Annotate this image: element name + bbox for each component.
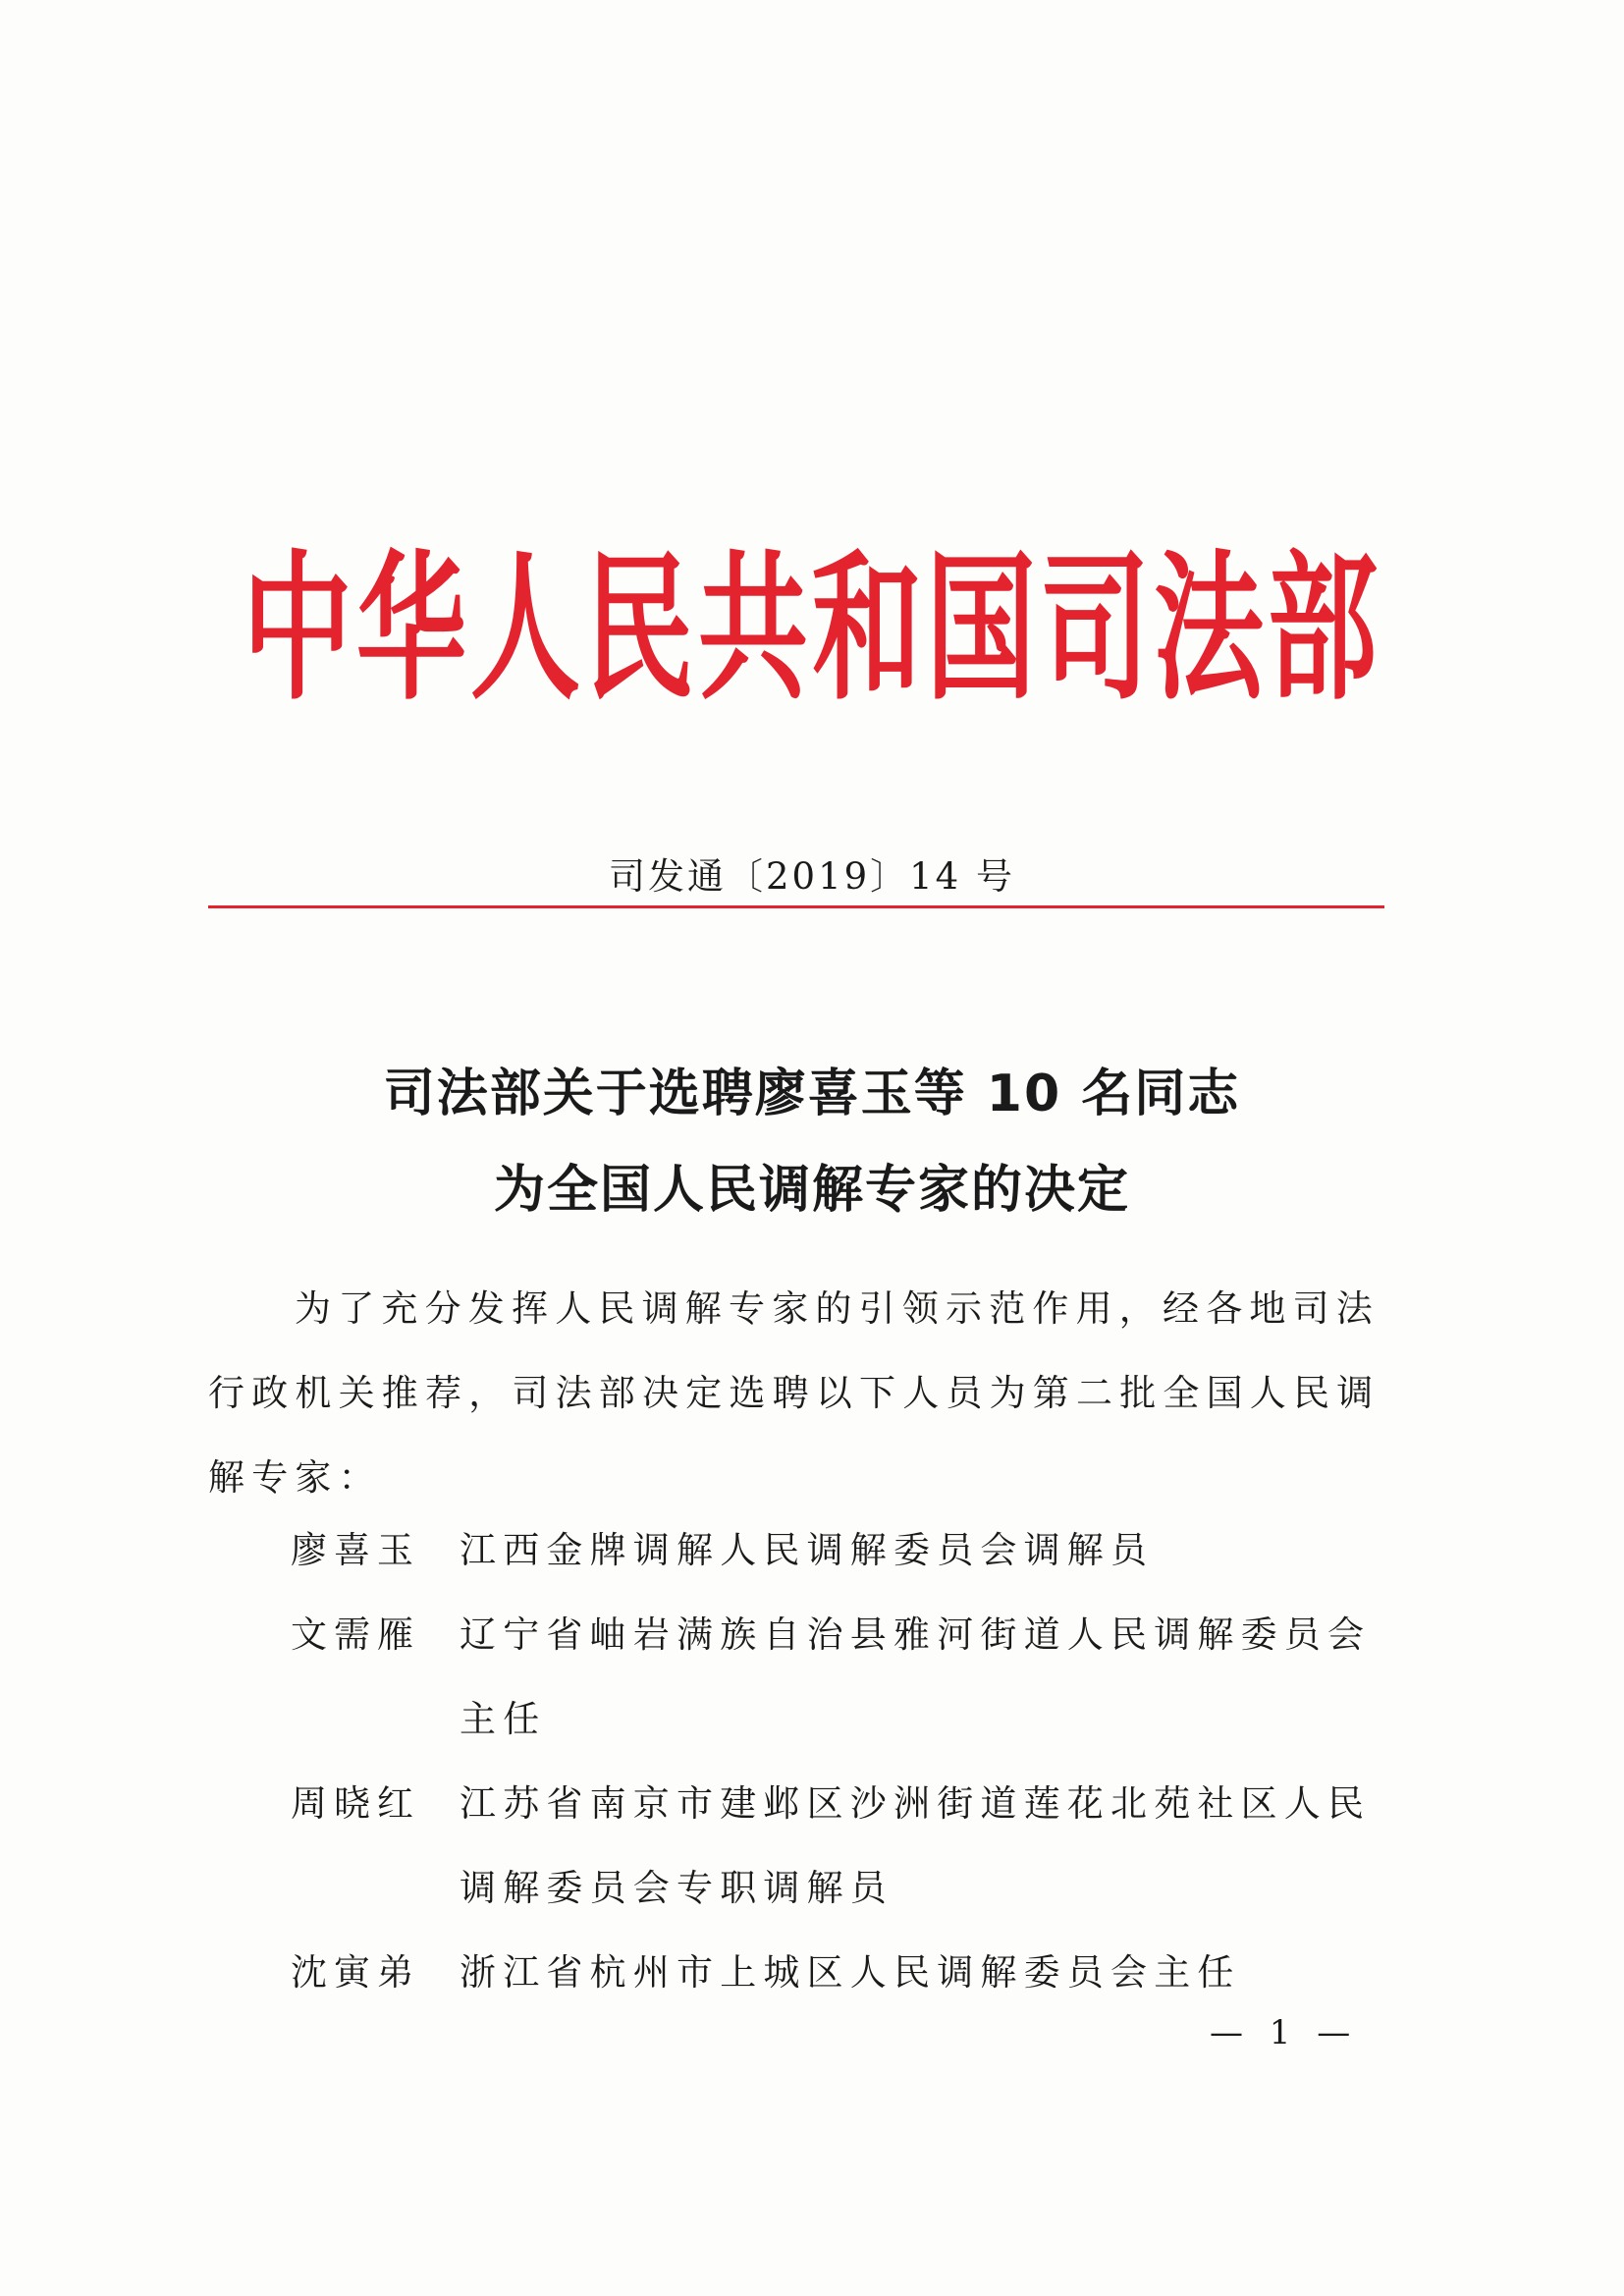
expert-name: 文需雁 (291, 1613, 420, 1656)
expert-description: 辽宁省岫岩满族自治县雅河街道人民调解委员会主任 (460, 1613, 1372, 1740)
header-red-rule (208, 905, 1384, 908)
expert-name: 周晓红 (291, 1782, 420, 1825)
page-number: — 1 — (1210, 2013, 1359, 2052)
issuing-authority-header: 中华人民共和国司法部 (243, 536, 1381, 723)
expert-description: 江西金牌调解人民调解委员会调解员 (460, 1529, 1155, 1571)
intro-paragraph: 为了充分发挥人民调解专家的引领示范作用，经各地司法行政机关推荐，司法部决定选聘以下人员为第二批全国人民调解专家： (208, 1287, 1380, 1499)
expert-name: 沈寅弟 (291, 1951, 420, 1994)
document-title-line-2: 为全国人民调解专家的决定 (493, 1161, 1130, 1220)
expert-name: 廖喜玉 (291, 1529, 420, 1571)
expert-description: 江苏省南京市建邺区沙洲街道莲花北苑社区人民调解委员会专职调解员 (460, 1782, 1372, 1909)
expert-description: 浙江省杭州市上城区人民调解委员会主任 (460, 1951, 1241, 1994)
document-number: 司发通〔2019〕14 号 (608, 855, 1015, 898)
document-title-line-1: 司法部关于选聘廖喜玉等 10 名同志 (383, 1065, 1241, 1123)
